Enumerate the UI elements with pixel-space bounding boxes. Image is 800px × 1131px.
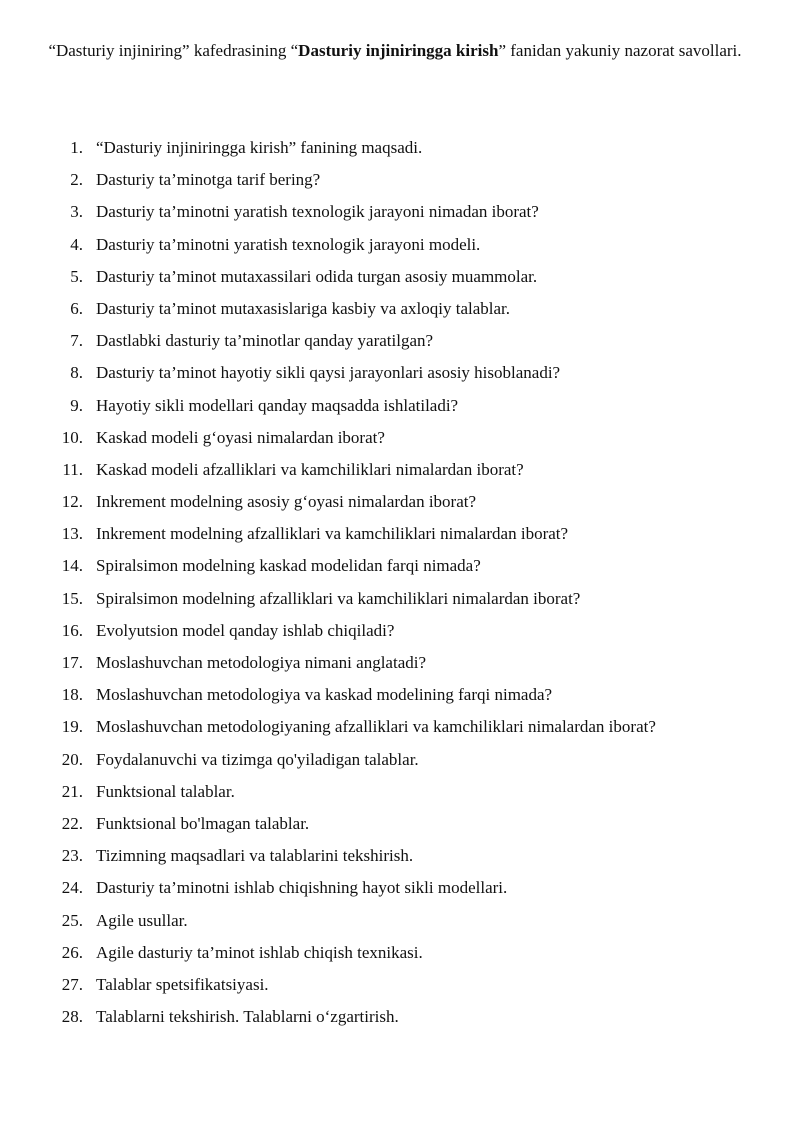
question-text: Evolyutsion model qanday ishlab chiqiladi? (96, 620, 395, 640)
question-number: 15. (61, 588, 83, 608)
question-item (0, 261, 800, 293)
document-heading (40, 36, 750, 66)
question-text: Moslashuvchan metodologiya nimani anglatadi? (96, 653, 427, 672)
question-item (0, 969, 800, 1001)
question-number: 9. (70, 395, 83, 415)
question-item (0, 518, 800, 550)
question-text: Kaskad modeli afzalliklari va kamchiliklari nimalardan iborat? (96, 459, 524, 479)
question-text: Funktsional talablar. (96, 781, 235, 801)
question-text: Spiralsimon modelning afzalliklari va kamchiliklari nimalardan iborat? (96, 588, 581, 608)
question-text: Dasturiy ta’minotni yaratish texnologik jarayoni nimadan iborat? (96, 202, 539, 222)
question-text: Inkrement modelning asosiy g‘oyasi nimalardan iborat? (96, 492, 477, 512)
question-number: 8. (70, 363, 83, 383)
question-item (0, 325, 800, 357)
question-text: Inkrement modelning afzalliklari va kamchiliklari nimalardan iborat? (96, 524, 569, 544)
question-number: 14. (61, 556, 83, 576)
question-number: 1. (70, 138, 83, 157)
question-text: Moslashuvchan metodologiyaning afzalliklari va kamchiliklari nimalardan iborat? (96, 717, 656, 737)
question-number: 16. (61, 620, 83, 640)
question-number: 12. (61, 492, 83, 512)
question-item (0, 390, 800, 422)
question-number: 11. (62, 459, 83, 479)
question-item (0, 583, 800, 615)
question-text: Kaskad modeli g‘oyasi nimalardan iborat? (96, 427, 385, 447)
question-text: Dasturiy ta’minot mutaxasislariga kasbiy va axloqiy talablar. (96, 298, 511, 318)
question-item (0, 937, 800, 969)
question-item (0, 293, 800, 325)
question-item (0, 132, 800, 164)
question-item (0, 1001, 800, 1033)
question-item (0, 711, 800, 743)
question-number: 27. (61, 974, 83, 994)
question-text: Dasturiy ta’minot mutaxassilari odida turgan asosiy muammolar. (96, 266, 538, 286)
question-number: 3. (70, 202, 83, 222)
question-text: Talablar spetsifikatsiyasi. (96, 974, 269, 994)
question-number: 18. (61, 685, 83, 705)
question-number: 22. (61, 813, 83, 833)
question-number: 13. (61, 524, 83, 544)
question-text: Tizimning maqsadlari va talablarini tekshirish. (96, 846, 414, 866)
question-text: Dasturiy ta’minotni ishlab chiqishning hayot sikli modellari. (96, 878, 508, 898)
question-number: 10. (61, 427, 83, 447)
question-number: 5. (70, 266, 83, 286)
question-number: 17. (61, 653, 83, 672)
heading-part-2: ” fanidan yakuniy nazorat savollari. (498, 41, 742, 60)
question-text: Dasturiy ta’minotga tarif bering? (96, 170, 321, 190)
question-number: 19. (61, 717, 83, 737)
question-text: Agile usullar. (96, 910, 188, 930)
question-text: Agile dasturiy ta’minot ishlab chiqish texnikasi. (96, 942, 423, 962)
question-item (0, 647, 800, 679)
question-list (0, 132, 800, 1033)
question-number: 23. (61, 846, 83, 866)
question-text: Dasturiy ta’minotni yaratish texnologik jarayoni modeli. (96, 234, 481, 254)
question-item (0, 615, 800, 647)
question-item (0, 422, 800, 454)
question-item (0, 454, 800, 486)
question-number: 2. (70, 170, 83, 190)
question-number: 28. (61, 1007, 83, 1027)
heading-part-1: “Dasturiy injiniring” kafedrasining “ (48, 41, 299, 60)
question-number: 25. (61, 910, 83, 930)
question-text: Moslashuvchan metodologiya va kaskad modelining farqi nimada? (96, 685, 553, 705)
question-item (0, 872, 800, 904)
question-text: Talablarni tekshirish. Talablarni o‘zgartirish. (96, 1007, 399, 1027)
question-text: Funktsional bo'lmagan talablar. (96, 813, 310, 833)
question-number: 6. (70, 298, 83, 318)
question-item (0, 229, 800, 261)
question-number: 21. (61, 781, 83, 801)
question-item (0, 905, 800, 937)
question-item (0, 196, 800, 228)
heading-course-name: Dasturiy injiniringga kirish (298, 41, 499, 60)
question-item (0, 808, 800, 840)
question-item (0, 744, 800, 776)
question-item (0, 679, 800, 711)
question-item (0, 486, 800, 518)
question-number: 4. (70, 234, 83, 254)
question-item (0, 357, 800, 389)
question-item (0, 550, 800, 582)
question-number: 24. (61, 878, 83, 898)
question-number: 20. (61, 749, 83, 769)
question-text: Dastlabki dasturiy ta’minotlar qanday yaratilgan? (96, 331, 434, 351)
question-text: Dasturiy ta’minot hayotiy sikli qaysi jarayonlari asosiy hisoblanadi? (96, 363, 561, 383)
question-text: “Dasturiy injiniringga kirish” fanining maqsadi. (96, 138, 423, 157)
question-text: Hayotiy sikli modellari qanday maqsadda ishlatiladi? (96, 395, 459, 415)
question-item (0, 164, 800, 196)
question-number: 7. (70, 331, 83, 351)
question-item (0, 776, 800, 808)
question-number: 26. (61, 942, 83, 962)
question-text: Spiralsimon modelning kaskad modelidan farqi nimada? (96, 556, 481, 576)
question-item (0, 840, 800, 872)
question-text: Foydalanuvchi va tizimga qo'yiladigan talablar. (96, 749, 419, 769)
